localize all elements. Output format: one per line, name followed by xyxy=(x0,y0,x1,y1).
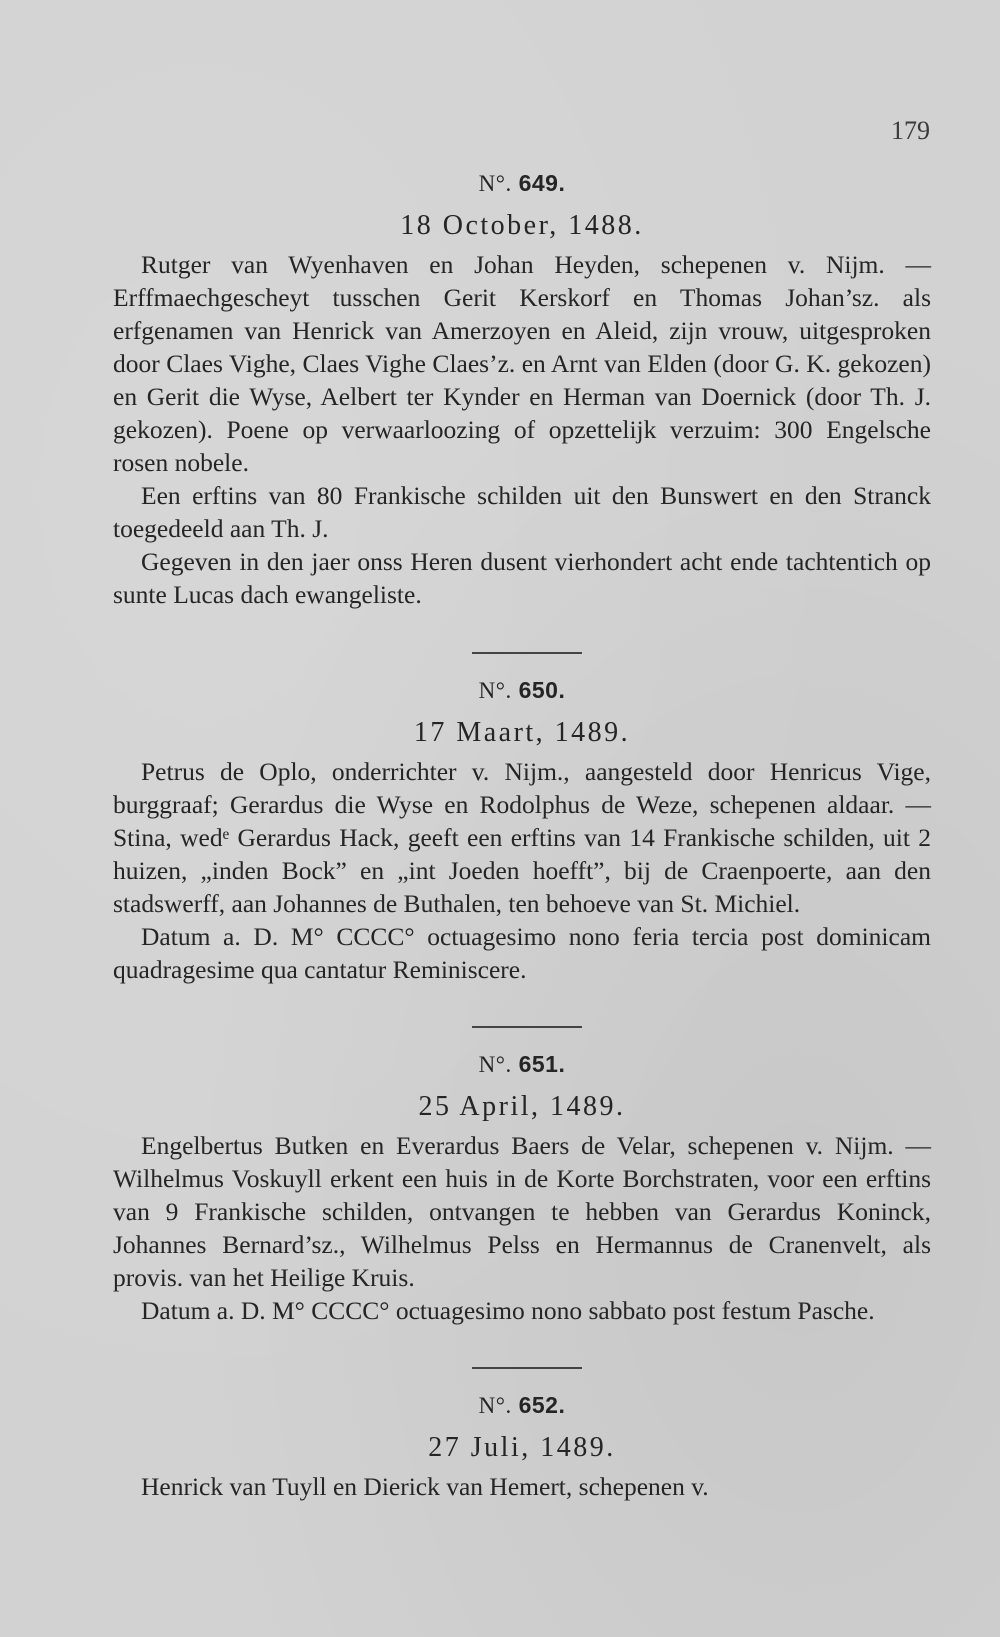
entry-date: 25 April, 1489. xyxy=(418,1091,626,1122)
entry-number xyxy=(113,675,931,706)
page-number: 179 xyxy=(891,116,930,145)
entry-number xyxy=(113,168,931,199)
separator-rule xyxy=(472,1026,582,1028)
entry-number-label: N°. xyxy=(478,678,512,703)
entry-number-value: 651. xyxy=(518,1051,566,1077)
entry-number-label: N°. xyxy=(478,171,512,196)
entry-651 xyxy=(113,1049,931,1327)
separator-rule xyxy=(472,1367,582,1369)
entry-number-label: N°. xyxy=(478,1393,512,1418)
entry-652 xyxy=(113,1390,931,1503)
entry-649 xyxy=(113,168,931,611)
entry-paragraph: Een erftins van 80 Frankische schilden uit den Bunswert en den Stranck toegedeeld aan Th. J. xyxy=(113,481,931,543)
entry-number-value: 649. xyxy=(518,170,566,196)
entry-number xyxy=(113,1049,931,1080)
entry-number xyxy=(113,1390,931,1421)
entry-paragraph: Engelbertus Butken en Everardus Baers de Velar, schepenen v. Nijm. — Wilhelmus Voskuyll erkent een huis in de Korte Borchstraten, voor een erftins van 9 Frankische schilden, ontvangen te hebben van Gerardus Koninck, Johannes Bernard’sz., Wilhelmus Pelss en Hermannus de Cranenvelt, als provis. van het Heilige Kruis. xyxy=(113,1131,931,1292)
entry-paragraph: Petrus de Oplo, onderrichter v. Nijm., aangesteld door Henricus Vige, burggraaf; Gerardus die Wyse en Rodolphus de Weze, schepenen aldaar. — Stina, wedᵉ Gerardus Hack, geeft een erftins van 14 Frankische schilden, uit 2 huizen, „inden Bock” en „int Joeden hoefft”, bij de Craenpoerte, aan den stadswerff, aan Johannes de Buthalen, ten behoeve van St. Michiel. xyxy=(113,757,931,918)
entry-date: 18 October, 1488. xyxy=(400,210,644,241)
entry-paragraph: Datum a. D. M° CCCC° octuagesimo nono sabbato post festum Pasche. xyxy=(141,1296,875,1325)
entry-number-label: N°. xyxy=(478,1052,512,1077)
entry-paragraph: Henrick van Tuyll en Dierick van Hemert, schepenen v. xyxy=(141,1472,709,1501)
entry-paragraph: Datum a. D. M° CCCC° octuagesimo nono feria tercia post dominicam quadragesime qua cantatur Reminiscere. xyxy=(113,922,931,984)
separator-rule xyxy=(472,652,582,654)
entry-paragraph: Gegeven in den jaer onss Heren dusent vierhondert acht ende tachtentich op sunte Lucas dach ewangeliste. xyxy=(113,547,931,609)
entry-date: 17 Maart, 1489. xyxy=(413,717,631,748)
entry-number-value: 650. xyxy=(518,677,566,703)
entry-number-value: 652. xyxy=(518,1392,566,1418)
entry-paragraph: Rutger van Wyenhaven en Johan Heyden, schepenen v. Nijm. — Erffmaechgescheyt tusschen Gerit Kerskorf en Thomas Johan’sz. als erfgenamen van Henrick van Amerzoyen en Aleid, zijn vrouw, uitgesproken door Claes Vighe, Claes Vighe Claes’z. en Arnt van Elden (door G. K. gekozen) en Gerit die Wyse, Aelbert ter Kynder en Herman van Doernick (door Th. J. gekozen). Poene op verwaarloozing of opzettelijk verzuim: 300 Engelsche rosen nobele. xyxy=(113,250,931,477)
entry-650 xyxy=(113,675,931,986)
entry-date: 27 Juli, 1489. xyxy=(428,1432,616,1463)
